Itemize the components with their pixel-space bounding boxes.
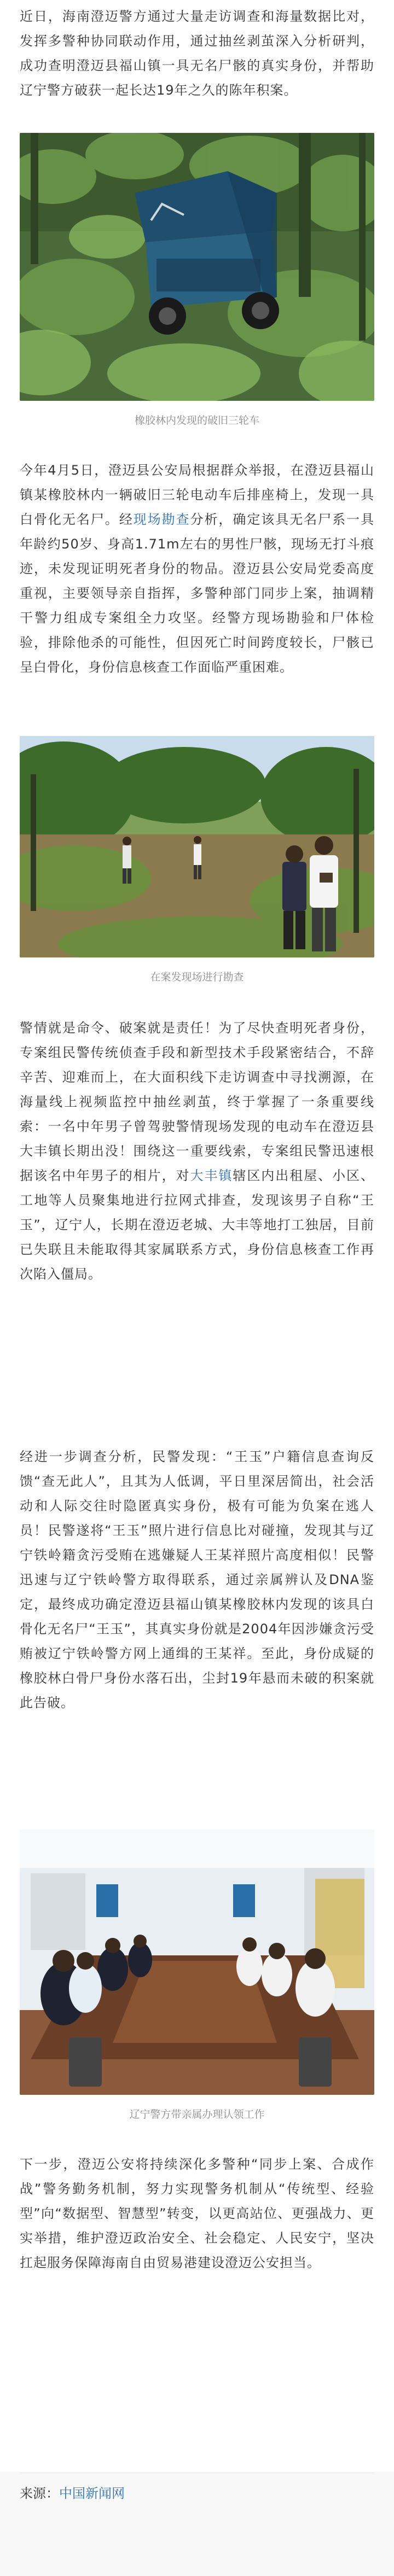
paragraph-case-discovery xyxy=(20,458,374,726)
meeting-room-image xyxy=(20,1830,374,2095)
paragraph-text: 辖区内出租屋、小区、工地等人员聚集地进行拉网式排查，发现该男子自称“王玉”，辽宁人，长期在澄迈老城、大丰等地打工独居，目前已失联且未能取得其家属联系方式，身份信息核查工作再次陷入僵局。 xyxy=(20,1168,374,1282)
source-label: 来源： xyxy=(20,2486,59,2501)
paragraph-text: 警情就是命令、破案就是责任！为了尽快查明死者身份，专案组民警传统侦查手段和新型技术手段紧密结合，不辞辛苦、迎难而上，在大面积线下走访调查中寻找溯源，在海量线上视频监控中抽丝剥茧，终于掌握了一条重要线索：一名中年男子曾驾驶警情现场发现的电动车在澄迈县大丰镇长期出没！围绕这一重要线索，专案组民警迅速根据该名中年男子的相片，对 xyxy=(20,1020,374,1183)
caption-tricycle: 橡胶林内发现的破旧三轮车 xyxy=(134,414,259,427)
photo-meeting-room[interactable] xyxy=(20,1830,374,2095)
caption-meeting-room: 辽宁警方带亲属办理认领工作 xyxy=(129,2108,265,2121)
article-footer xyxy=(0,2472,394,2576)
paragraph-text: 今年4月5日，澄迈县公安局根据群众举报，在澄迈县福山镇某橡胶林内一辆破旧三轮电动车后排座椅上，发现一具白骨化无名尸。经 xyxy=(20,463,374,527)
photo-scene-investigation[interactable] xyxy=(20,736,374,957)
link-scene-investigation[interactable]: 现场勘查 xyxy=(133,512,190,527)
photo-tricycle[interactable] xyxy=(20,133,374,401)
paragraph-next-steps: 下一步，澄迈公安将持续深化多警种“同步上案、合成作战”警务勤务机制，努力实现警务机制从“传统型、经验型”向“数据型、智慧型”转变，以更高站位、更强战力、更实举措，维护澄迈政治安全、社会稳定、人民安宁，坚决扛起服务保障海南自由贸易港建设澄迈公安担当。 xyxy=(20,2157,374,2270)
investigation-scene-image xyxy=(20,736,374,957)
tricycle-scene-image xyxy=(20,133,374,401)
paragraph-intro: 近日，海南澄迈警方通过大量走访调查和海量数据比对，发挥多警种协同联动作用，通过抽丝剥茧深入分析研判，成功查明澄迈县福山镇一具无名尸骸的真实身份，并帮助辽宁警方破获一起长达19年之久的陈年积案。 xyxy=(20,9,374,98)
paragraph-clue-tracking xyxy=(20,1016,374,1432)
paragraph-identity-confirmed: 经进一步调查分析，民警发现：“王玉”户籍信息查询反馈“查无此人”，且其为人低调，平日里深居简出，社会活动和人际交往时隐匿真实身份，极有可能为负案在逃人员！民警遂将“王玉”照片进行信息比对碰撞，发现其与辽宁铁岭籍贪污受贿在逃嫌疑人王某祥照片高度相似！民警迅速与辽宁铁岭警方取得联系，通过亲属辨认及DNA鉴定，最终成功确定澄迈县福山镇某橡胶林内发现的该具白骨化无名尸“王玉”，其真实身份就是2004年因涉嫌贪污受贿被辽宁铁岭警方网上通缉的王某祥。至此，身份成疑的橡胶林白骨尸身份水落石出，尘封19年悬而未破的积案就此告破。 xyxy=(20,1449,374,1710)
caption-scene-investigation: 在案发现场进行勘查 xyxy=(150,971,244,983)
source-link[interactable]: 中国新闻网 xyxy=(59,2486,125,2501)
source-attribution xyxy=(20,2484,125,2503)
paragraph-text: 分析，确定该具无名尸系一具年龄约50岁、身高1.71m左右的男性尸骸，现场无打斗痕迹，未发现证明死者身份的物品。澄迈县公安局党委高度重视，主要领导亲自指挥，多警种部门同步上案，抽调精干警力组成专案组全力攻坚。经警方现场勘验和尸体检验，排除他杀的可能性，但因死亡时间跨度较长，尸骸已呈白骨化，身份信息核查工作面临严重困难。 xyxy=(20,512,375,675)
link-dafeng-town[interactable]: 大丰镇 xyxy=(190,1168,233,1183)
